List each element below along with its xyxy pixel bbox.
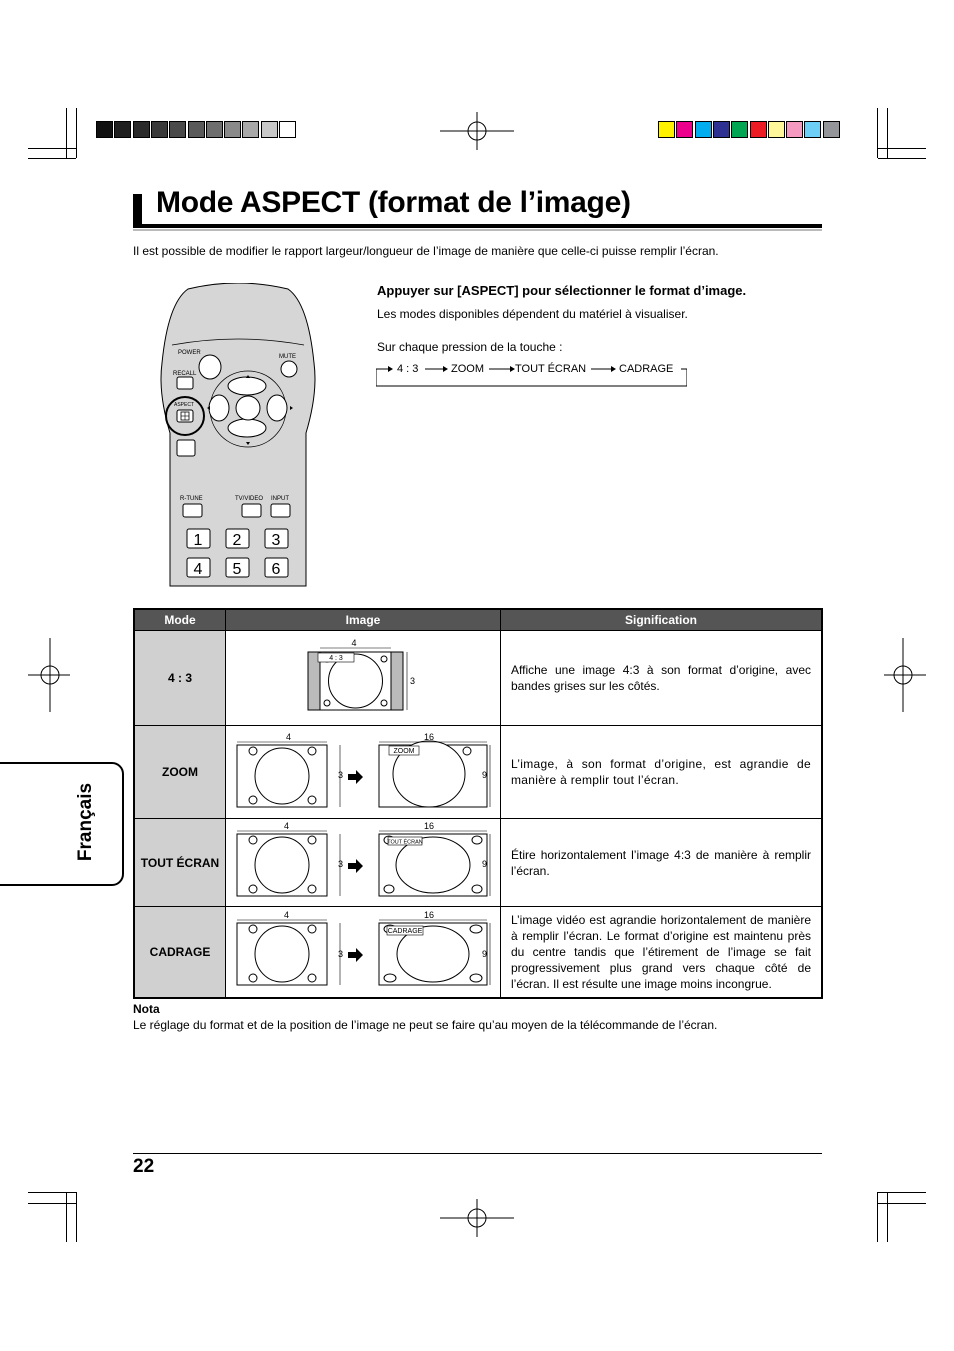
ch-down-button[interactable] [228, 419, 266, 437]
calibration-swatch [96, 121, 113, 138]
sequence-item-tout-ecran: TOUT ÉCRAN [515, 363, 587, 375]
sequence-item-cadrage: CADRAGE [619, 363, 674, 375]
width-label: 4 [286, 732, 292, 742]
sequence-item-zoom: ZOOM [451, 363, 484, 375]
image-cell [226, 631, 501, 726]
mode-sequence-diagram [376, 361, 687, 387]
title-rule [133, 224, 822, 228]
mode-tag: 4 : 3 [329, 655, 343, 662]
calibration-swatch [279, 121, 296, 138]
instruction-line-2: Sur chaque pression de la touche : [377, 340, 563, 354]
mode-tag: ZOOM [393, 748, 415, 755]
header-image: Image [226, 609, 501, 631]
ch-up-button[interactable] [228, 377, 266, 395]
table-header-row [134, 609, 822, 631]
digit-2-label: 2 [232, 532, 242, 549]
header-mode: Mode [134, 609, 226, 631]
mode-cell: TOUT ÉCRAN [134, 819, 226, 907]
digit-1-label: 1 [193, 532, 203, 549]
calibration-swatch [133, 121, 150, 138]
aspect-label: ASPECT [174, 402, 195, 408]
mode-tag: CADRAGE [387, 928, 423, 935]
tvvideo-label: TV/VIDEO [235, 496, 264, 502]
diagram-cadrage [226, 907, 500, 997]
calibration-swatch [750, 121, 767, 138]
digit-6-label: 6 [271, 561, 281, 578]
calibration-swatch [151, 121, 168, 138]
mode-cell: CADRAGE [134, 907, 226, 999]
nota-heading: Nota [133, 1002, 160, 1016]
action-button[interactable] [236, 396, 260, 420]
calibration-swatch [261, 121, 278, 138]
height-label: 3 [410, 676, 416, 686]
table-row [134, 631, 822, 726]
calibration-swatch [169, 121, 186, 138]
header-signification: Signification [501, 609, 823, 631]
mode-cell: 4 : 3 [134, 631, 226, 726]
description-cell: L’image vidéo est agrandie horizontalement de manière à remplir l’écran. Le format d’origine est maintenu près du centre tandis que l’étirement de l’image se fait progressivement plus grand vers chaque côté de l’écran. Il est résulte une image moins incongrue. [501, 907, 823, 999]
instruction-heading: Appuyer sur [ASPECT] pour sélectionner le format d’image. [377, 283, 747, 298]
description-cell: Étire horizontalement l’image 4:3 de manière à remplir l’écran. [501, 819, 823, 907]
height-label: 3 [338, 770, 344, 780]
calibration-swatch [713, 121, 730, 138]
small-button[interactable] [177, 440, 195, 456]
height-label: 3 [338, 949, 344, 959]
intro-text: Il est possible de modifier le rapport largeur/longueur de l’image de manière que celle-ci puisse remplir l’écran. [133, 244, 719, 258]
aspect-modes-table [133, 608, 823, 999]
mode-cell: ZOOM [134, 726, 226, 819]
image-cell [226, 907, 501, 999]
footer-rule [133, 1153, 822, 1154]
width-label: 4 [284, 821, 290, 831]
page-title: Mode ASPECT (format de l’image) [156, 186, 631, 219]
calibration-swatch [731, 121, 748, 138]
calibration-swatch [114, 121, 131, 138]
description-cell: L’image, à son format d’origine, est agrandie de manière à remplir tout l’écran. [501, 726, 823, 819]
width-label: 4 [284, 910, 290, 920]
calibration-swatch [224, 121, 241, 138]
page-number: 22 [133, 1156, 155, 1177]
digit-3-label: 3 [271, 532, 281, 549]
digit-4-label: 4 [193, 561, 203, 578]
calibration-swatch [676, 121, 693, 138]
table-row [134, 907, 822, 999]
diagram-tout-ecran [226, 819, 500, 906]
mode-tag: TOUT ÉCRAN [387, 839, 423, 846]
width-label-wide: 16 [424, 732, 435, 742]
width-label-wide: 16 [424, 821, 435, 831]
nota-text: Le réglage du format et de la position de l’image ne peut se faire qu’au moyen de la télécommande de l’écran. [133, 1018, 718, 1032]
title-rule-shadow [133, 229, 822, 231]
instruction-line-1: Les modes disponibles dépendent du matériel à visualiser. [377, 307, 688, 321]
width-label-wide: 16 [424, 910, 435, 920]
height-label: 3 [338, 859, 344, 869]
input-button[interactable] [271, 504, 290, 517]
remote-control-illustration [158, 283, 318, 587]
calibration-swatch [658, 121, 675, 138]
input-label: INPUT [271, 496, 289, 502]
calibration-swatch [786, 121, 803, 138]
width-label: 4 [351, 638, 357, 648]
title-marker [133, 194, 142, 228]
calibration-swatch [823, 121, 840, 138]
diagram-4-3 [226, 631, 500, 725]
language-tab-label: Français [75, 782, 96, 862]
diagram-zoom [226, 726, 500, 818]
table-row [134, 819, 822, 907]
rtune-label: R-TUNE [180, 496, 203, 502]
power-label: POWER [178, 350, 201, 356]
mute-button[interactable] [281, 361, 297, 377]
calibration-swatch [804, 121, 821, 138]
tvvideo-button[interactable] [242, 504, 261, 517]
calibration-swatch [242, 121, 259, 138]
power-button[interactable] [199, 355, 221, 379]
image-cell [226, 819, 501, 907]
mute-label: MUTE [279, 354, 296, 360]
recall-label: RECALL [173, 371, 197, 377]
vol-up-button[interactable] [267, 395, 287, 421]
rtune-button[interactable] [183, 504, 202, 517]
recall-button[interactable] [177, 377, 193, 389]
sequence-item-4-3: 4 : 3 [397, 363, 419, 375]
height-label-wide: 9 [482, 859, 488, 869]
calibration-swatch [768, 121, 785, 138]
calibration-swatch [206, 121, 223, 138]
calibration-swatch [695, 121, 712, 138]
calibration-swatch [188, 121, 205, 138]
vol-down-button[interactable] [209, 395, 229, 421]
table-row [134, 726, 822, 819]
image-cell [226, 726, 501, 819]
language-tab [0, 762, 124, 886]
height-label-wide: 9 [482, 770, 488, 780]
description-cell: Affiche une image 4:3 à son format d’origine, avec bandes grises sur les côtés. [501, 631, 823, 726]
height-label-wide: 9 [482, 949, 488, 959]
digit-5-label: 5 [232, 561, 242, 578]
